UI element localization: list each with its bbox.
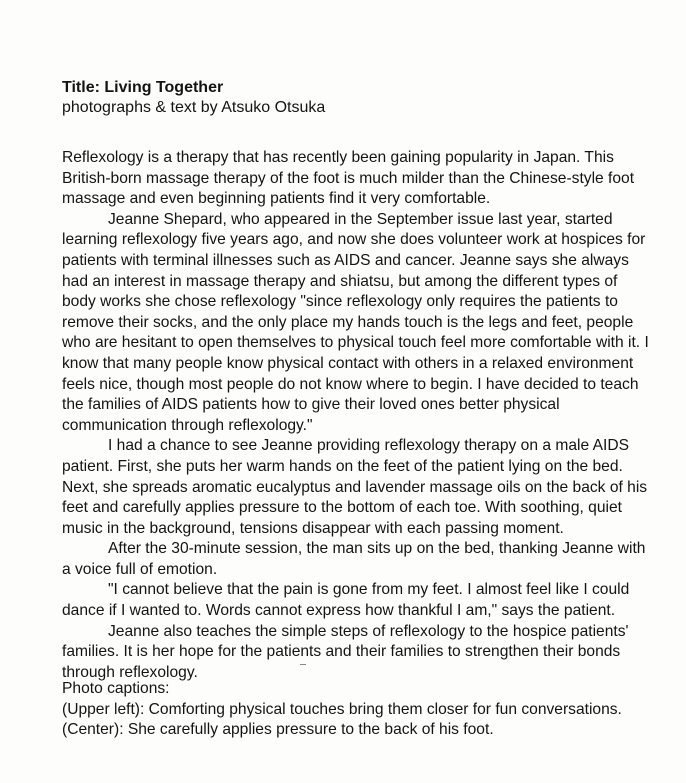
paragraph-session: I had a chance to see Jeanne providing reflexology therapy on a male AIDS patient. First, she puts her warm hands on the feet of the patient lying on the bed. Next, she spreads aromatic eucalyptus and lavender massage oils on the back of his feet and carefully applies pressure to the bottom of each toe. With soothing, quiet music in the background, tensions disappear with each passing moment. xyxy=(62,437,648,537)
paragraph-quote: "I cannot believe that the pain is gone from my feet. I almost feel like I could dance if I wanted to. Words cannot express how thankful I am," says the patient. xyxy=(62,581,630,620)
photo-captions xyxy=(62,679,662,741)
document-byline: photographs & text by Atsuko Otsuka xyxy=(62,99,326,116)
captions-heading: Photo captions: xyxy=(62,680,170,697)
scan-speck xyxy=(300,664,306,665)
paragraph-families: Jeanne also teaches the simple steps of reflexology to the hospice patients' families. It is her hope for the patients and their families to strengthen their bonds through reflexology. xyxy=(62,622,629,681)
document-header xyxy=(62,78,662,118)
paragraph-jeanne: Jeanne Shepard, who appeared in the September issue last year, started learning reflexology five years ago, and now she does volunteer work at hospices for patients with terminal illnesses such as AIDS and cancer. Jeanne says she always had an interest in massage therapy and shiatsu, but among the different types of body works she chose reflexology "since reflexology only requires the patients to remove their socks, and the only place my hands touch is the legs and feet, people who are hesitant to open themselves to physical touch feel more comfortable with it. I know that many people know physical contact with others in a relaxed environment feels nice, though most people do not know where to begin. I have decided to teach the families of AIDS patients how to give their loved ones better physical communication through reflexology." xyxy=(62,210,649,434)
caption-center: (Center): She carefully applies pressure to the back of his foot. xyxy=(62,721,494,739)
paragraph-intro: Reflexology is a therapy that has recently been gaining popularity in Japan. This British-born massage therapy of the foot is much milder than the Chinese-style foot massage and even beginning patients find it very comfortable. xyxy=(62,149,635,208)
article-body xyxy=(62,148,652,683)
caption-upper-left: (Upper left): Comforting physical touches bring them closer for fun conversations. xyxy=(62,700,622,718)
paragraph-after-session: After the 30-minute session, the man sits up on the bed, thanking Jeanne with a voice full of emotion. xyxy=(62,540,646,578)
document-title: Title: Living Together xyxy=(62,79,224,96)
